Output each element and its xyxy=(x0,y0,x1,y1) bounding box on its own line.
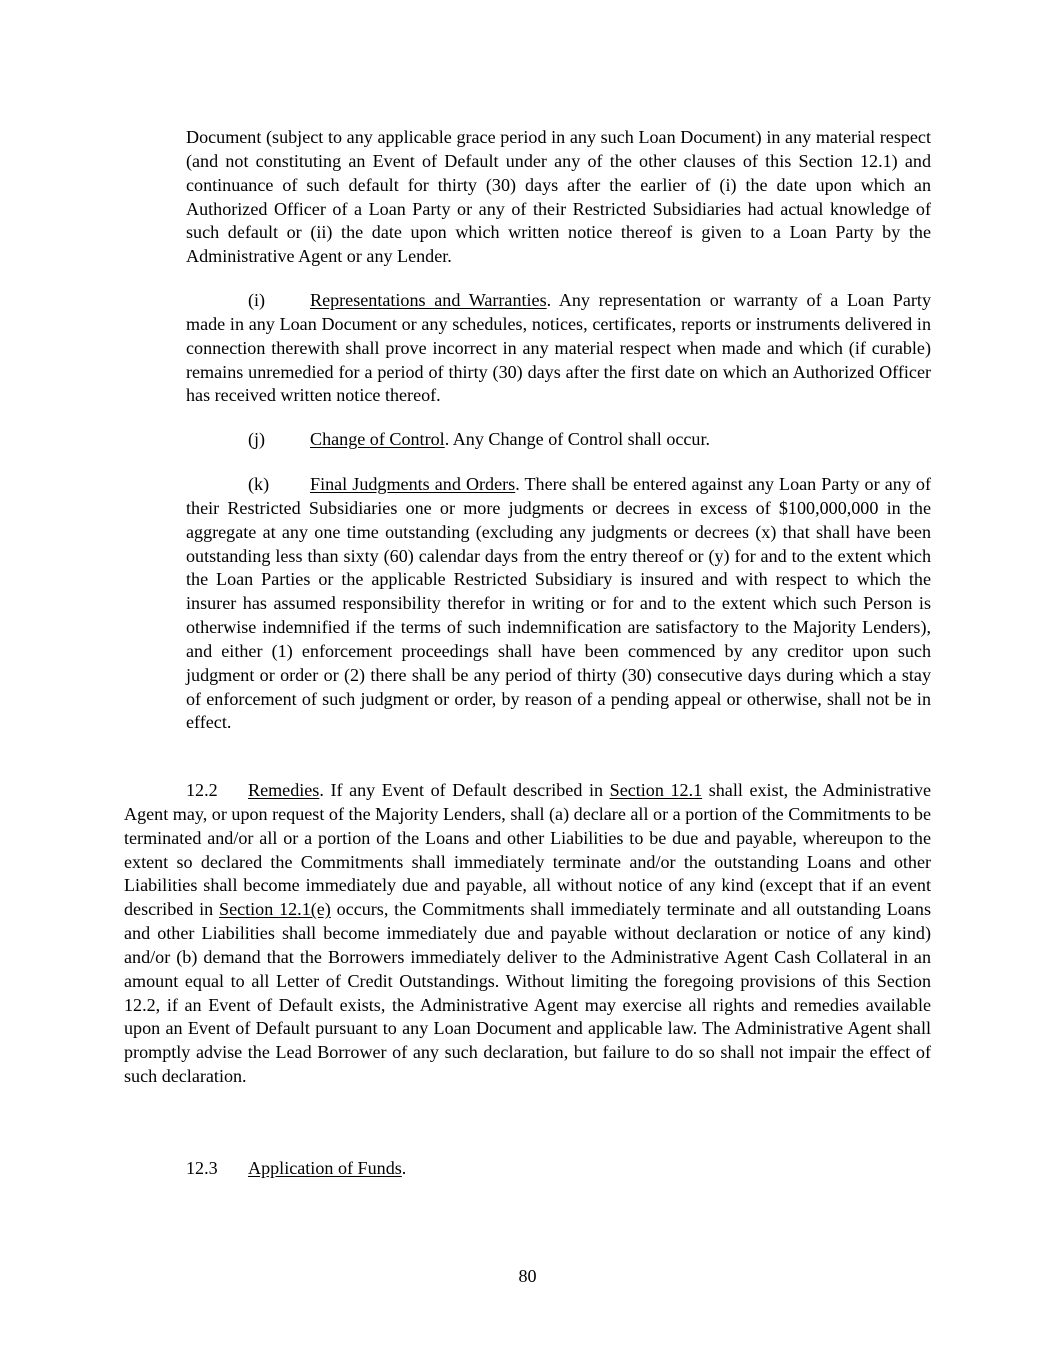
clause-i-number: (i) xyxy=(248,290,266,310)
clause-k-body: . There shall be entered against any Loan Party or any of their Restricted Subsidiaries one or more judgments or decrees in excess of $100,000,000 in the aggregate at any one time outstanding (excluding any judgments or decrees (x) that shall have been outstanding less than sixty (60) calendar days from the entry thereof or (y) for and to the extent which the Loan Parties or the applicable Restricted Subsidiary is insured and with respect to which the insurer has assumed responsibility therefor in writing or for and to the extent which such Person is otherwise indemnified if the terms of such indemnification are satisfactory to the Majority Lenders), and either (1) enforcement proceedings shall have been commenced by any creditor upon such judgment or order or (2) there shall be any period of thirty (30) consecutive days during which a stay of enforcement of such judgment or order, by reason of a pending appeal or otherwise, shall not be in effect. xyxy=(186,474,931,733)
page-number: 80 xyxy=(518,1266,537,1286)
clause-i-paragraph xyxy=(186,289,931,408)
continuation-paragraph xyxy=(186,126,931,269)
clause-k-number: (k) xyxy=(248,474,270,494)
section-12-2-text-c: occurs, the Commitments shall immediately terminate and all outstanding Loans and other Liabilities shall become immediately due and payable without declaration or notice of any kind) and/or (b) demand that the Borrowers immediately deliver to the Administrative Agent Cash Collateral in an amount equal to all Letter of Credit Outstandings. Without limiting the foregoing provisions of this Section 12.2, if an Event of Default exists, the Administrative Agent may exercise all rights and remedies available upon an Event of Default pursuant to any Loan Document and applicable law. The Administrative Agent shall promptly advise the Lead Borrower of any such declaration, but failure to do so shall not impair the effect of such declaration. xyxy=(124,899,932,1087)
section-12-1e-reference: Section 12.1(e) xyxy=(219,899,331,920)
clause-i-heading: Representations and Warranties xyxy=(310,290,547,310)
clause-j-paragraph xyxy=(248,428,710,452)
clause-k-paragraph xyxy=(186,473,931,735)
section-12-2-number: 12.2 xyxy=(186,780,218,800)
section-12-3-trail: . xyxy=(401,1158,407,1178)
clause-j-number: (j) xyxy=(248,429,266,449)
clause-k-heading: Final Judgments and Orders xyxy=(310,474,516,494)
clause-i-body: . Any representation or warranty of a Loan Party made in any Loan Document or any schedules, notices, certificates, reports or instruments delivered in connection therewith shall prove incorrect in any material respect when made and which (if curable) remains unremedied for a period of thirty (30) days after the first date on which an Authorized Officer has received written notice thereof. xyxy=(186,290,932,406)
section-12-3-number: 12.3 xyxy=(186,1158,218,1178)
section-12-3-heading-line xyxy=(186,1157,406,1181)
continuation-text: Document (subject to any applicable grace period in any such Loan Document) in any material respect (and not constituting an Event of Default under any of the other clauses of this Section 12.1) and continuance of such default for thirty (30) days after the earlier of (i) the date upon which an Authorized Officer of a Loan Party or any of their Restricted Subsidiaries had actual knowledge of such default or (ii) the date upon which written notice thereof is given to a Loan Party by the Administrative Agent or any Lender. xyxy=(186,127,931,267)
section-12-3-heading: Application of Funds xyxy=(248,1158,402,1178)
section-12-1-reference: Section 12.1 xyxy=(609,780,703,800)
section-12-2-text-b: shall exist, the Administrative Agent may, or upon request of the Majority Lenders, shall (a) declare all or a portion of the Commitments to be terminated and/or all or a portion of the Loans and other Liabilities to be due and payable, whereupon to the extent so declared the Commitments shall immediately terminate and/or the outstanding Loans and other Liabilities shall become immediately due and payable, all without notice of any kind (except that if an event described in xyxy=(124,780,931,920)
clause-j-body: . Any Change of Control shall occur. xyxy=(444,429,711,449)
clause-j-heading: Change of Control xyxy=(310,429,445,449)
section-12-2-paragraph xyxy=(124,779,931,1089)
section-12-2-heading: Remedies xyxy=(248,780,320,800)
section-12-2-text-a: . If any Event of Default described in xyxy=(319,780,610,800)
